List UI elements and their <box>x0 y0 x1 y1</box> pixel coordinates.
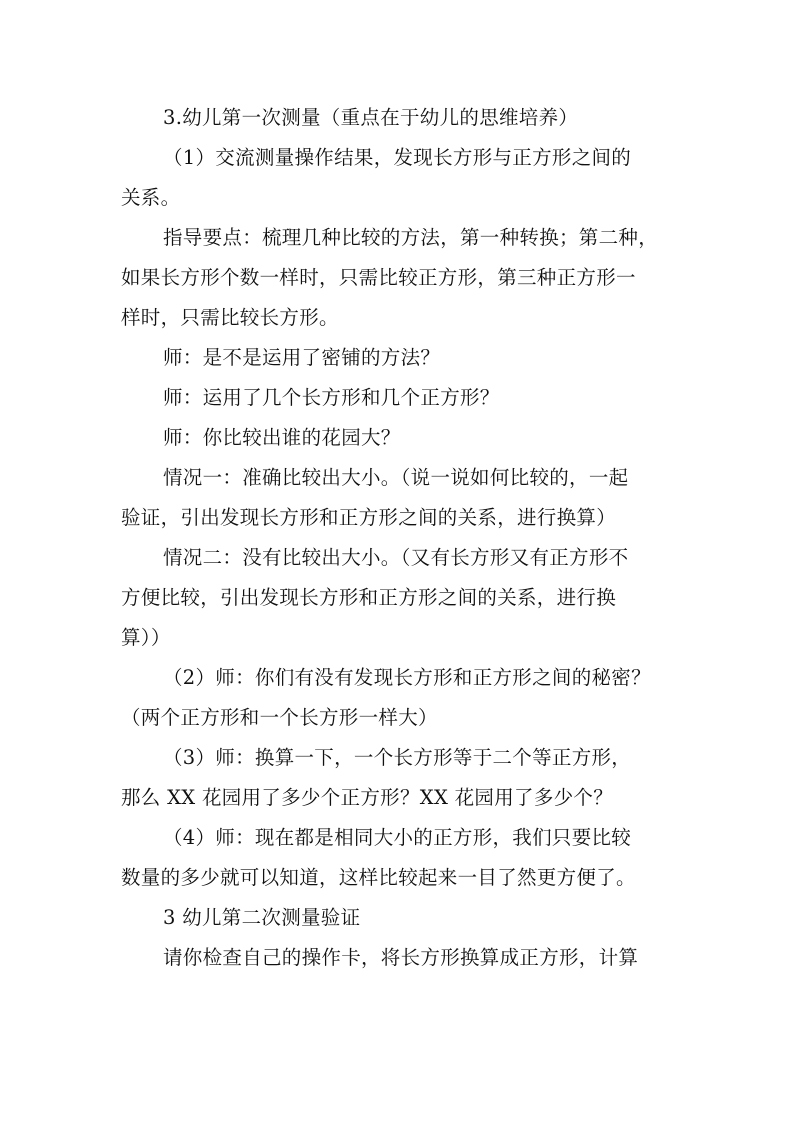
paragraph-question-1 <box>121 338 681 378</box>
paragraph-second-measurement-heading <box>121 898 681 938</box>
text-line: 那么 XX 花园用了多少个正方形？XX 花园用了多少个？ <box>121 786 614 809</box>
text-line: 请你检查自己的操作卡，将长方形换算成正方形，计算 <box>163 946 639 969</box>
paragraph-guidance <box>121 218 681 338</box>
text-line: （2）师：你们有没有发现长方形和正方形之间的秘密？ <box>163 666 651 689</box>
text-line: （1）交流测量操作结果，发现长方形与正方形之间的 <box>163 146 632 169</box>
text-line: 师：运用了几个长方形和几个正方形？ <box>163 386 500 409</box>
text-line: 如果长方形个数一样时，只需比较正方形，第三种正方形一 <box>121 266 636 289</box>
paragraph-step-3 <box>121 738 681 818</box>
text-line: 3 幼儿第二次测量验证 <box>163 906 361 929</box>
text-line: （两个正方形和一个长方形一样大） <box>121 706 438 729</box>
text-line: 情况一：准确比较出大小。（说一说如何比较的，一起 <box>163 466 629 489</box>
paragraph-step-2 <box>121 658 681 738</box>
text-line: 师：你比较出谁的花园大？ <box>163 426 401 449</box>
text-line: 数量的多少就可以知道，这样比较起来一目了然更方便了。 <box>121 866 636 889</box>
paragraph-instruction <box>121 938 681 978</box>
text-line: 关系。 <box>121 186 181 209</box>
text-line: 算）） <box>121 626 171 649</box>
paragraph-step-4 <box>121 818 681 898</box>
text-line: 样时，只需比较长方形。 <box>121 306 339 329</box>
paragraph-case-2 <box>121 538 681 658</box>
text-line: 方便比较，引出发现长方形和正方形之间的关系，进行换 <box>121 586 617 609</box>
text-line: 3.幼儿第一次测量（重点在于幼儿的思维培养） <box>163 106 579 129</box>
text-line: （4）师：现在都是相同大小的正方形，我们只要比较 <box>163 826 632 849</box>
text-line: 师：是不是运用了密铺的方法？ <box>163 346 441 369</box>
text-line: 情况二：没有比较出大小。（又有长方形又有正方形不 <box>163 546 629 569</box>
paragraph-question-2 <box>121 378 681 418</box>
text-line: （3）师：换算一下，一个长方形等于二个等正方形， <box>163 746 632 769</box>
paragraph-step-1 <box>121 138 681 218</box>
paragraph-question-3 <box>121 418 681 458</box>
document-body <box>121 98 681 978</box>
text-line: 验证，引出发现长方形和正方形之间的关系，进行换算） <box>121 506 617 529</box>
paragraph-section-3-heading <box>121 98 681 138</box>
paragraph-case-1 <box>121 458 681 538</box>
text-line: 指导要点：梳理几种比较的方法，第一种转换；第二种， <box>163 226 659 249</box>
